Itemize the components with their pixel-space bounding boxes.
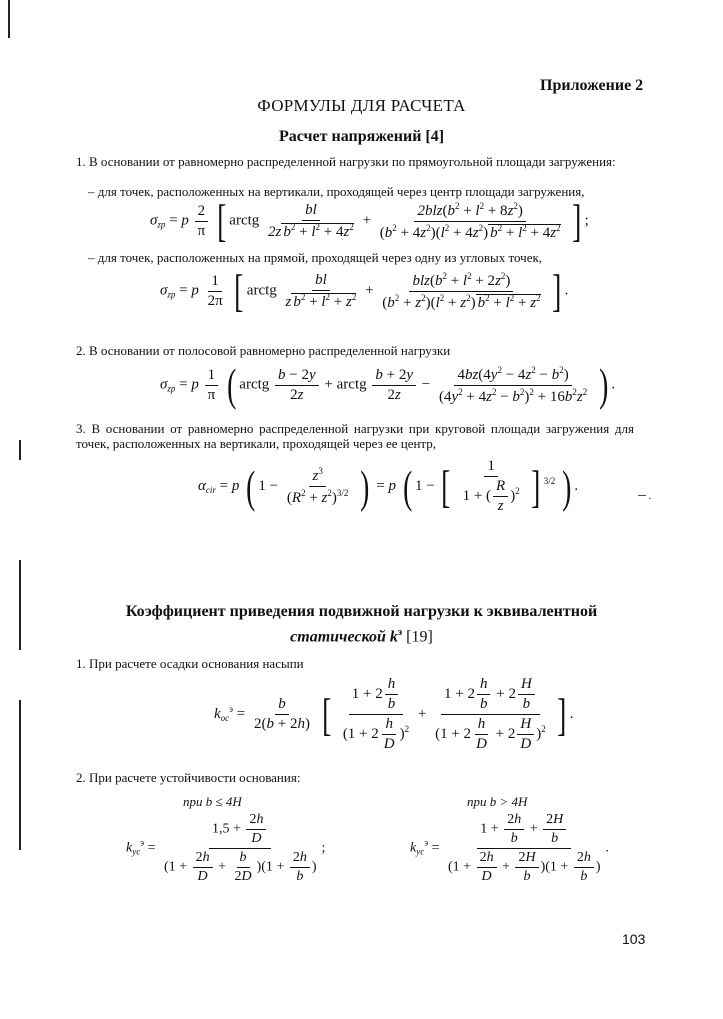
item-1-text: 1. В основании от равномерно распределенной нагрузки по прямоугольной площади загружения: [76,154,616,169]
section-title-coefficient-line2 [0,627,723,646]
section2-item-2-text: 2. При расчете устойчивости основания: [76,770,301,785]
condition-left: при b ≤ 4H [183,794,242,809]
condition-right: при b > 4H [467,794,528,809]
formula-sigma-center: $\sigma_{zp} = p$ $\frac{2}{\pi}$ [ arctg $\frac{bl}{2z b^2 + l^2 + 4z^2}$ + $\frac{2blz(b^2 + l^2 + 8z^2)}{(b^2 + 4z^2)(l^2 + 4z^2) b^2 + l^2 + 4z^2}$ ] ; [150,195,589,246]
formula-alpha-circle: $\alpha_{cir} = p$ ( 1 − $\frac{z^3}{(R^2 + z^2)^{3/2}}$ ) = p ( 1 − [ 1 1 + ( $\frac{R}{z}$ )$^2$ ] $^{3/2}$ ) . [198,458,579,514]
formula-k-stability-right: $k_{ус}^э$ = 1 + $\frac{2h}{b}$ + $\frac{2H}{b}$ (1 + $\frac{2h}{D}$ + $\frac{2H}{b}$ )(1 + $\frac{2h}{b}$ ) . [410,812,609,884]
section-title-coefficient-line1: Коэффициент приведения подвижной нагрузки к эквивалентной [125,603,598,620]
item-1-case-a: – для точек, расположенных на вертикали, проходящей через центр площади загружения, [88,184,585,199]
section-title-stresses: Расчет напряжений [4] [278,128,445,145]
item-1-case-b: – для точек, расположенных на прямой, проходящей через одну из угловых точек, [88,250,543,265]
formula-k-stability-left: $k_{ус}^э$ = 1,5 + $\frac{2h}{D}$ (1 + $\frac{2h}{D}$ + $\frac{b}{2D}$ )(1 + $\frac{2h}{b}$ ) ; [126,812,326,884]
scan-edge-mark [8,0,10,38]
scan-edge-mark [19,700,21,850]
item-2-text: 2. В основании от полосовой равномерно распределенной нагрузки [76,343,451,358]
page-number: 103 [622,931,646,947]
page-title: ФОРМУЛЫ ДЛЯ РАСЧЕТА [257,96,466,115]
appendix-label: Приложение 2 [540,77,644,94]
section-title-coefficient-ref: [19] [402,628,433,646]
section-title-coefficient-main: статической k [290,628,398,646]
formula-k-embankment: $k_{ос}^э$ = $\frac{b}{2(b + 2h)}$ [ 1 + 2 $\frac{h}{b}$ (1 + 2 $\frac{h}{D}$ )$^2$ + 1 + 2 $\frac{h}{b}$ + 2 $\frac{H}{b}$ (1 + 2 $\frac{h}{D}$ + 2 $\frac{H}{D}$ )$^2$ ] . [214,676,574,752]
section-title-coefficient-sup: э [397,627,403,638]
scan-dash-mark: ─ . [638,490,652,502]
formula-sigma-strip: $\sigma_{zp} = p$ $\frac{1}{\pi}$ ( arctg $\frac{b - 2y}{2z}$ + arctg $\frac{b + 2y}{2z}$ − $\frac{4bz(4y^2 - 4z^2 - b^2)}{(4y^2 + 4z^2 - b^2)^2 + 16b^2z^2}$ ) . [160,359,616,410]
formula-sigma-corner: $\sigma_{zp} = p$ $\frac{1}{2\pi}$ [ arctg $\frac{bl}{z b^2 + l^2 + z^2}$ + $\frac{blz(b^2 + l^2 + 2z^2)}{(b^2 + z^2)(l^2 + z^2) b^2 + l^2 + z^2}$ ] . [160,265,569,316]
section2-item-1-text: 1. При расчете осадки основания насыпи [76,656,304,671]
scan-edge-mark [19,440,21,460]
item-3-text: 3. В основании от равномерно распределенной нагрузки при круговой площади загружения для точек, расположенных на вертикали, проходящей через ее центр, [76,421,634,451]
